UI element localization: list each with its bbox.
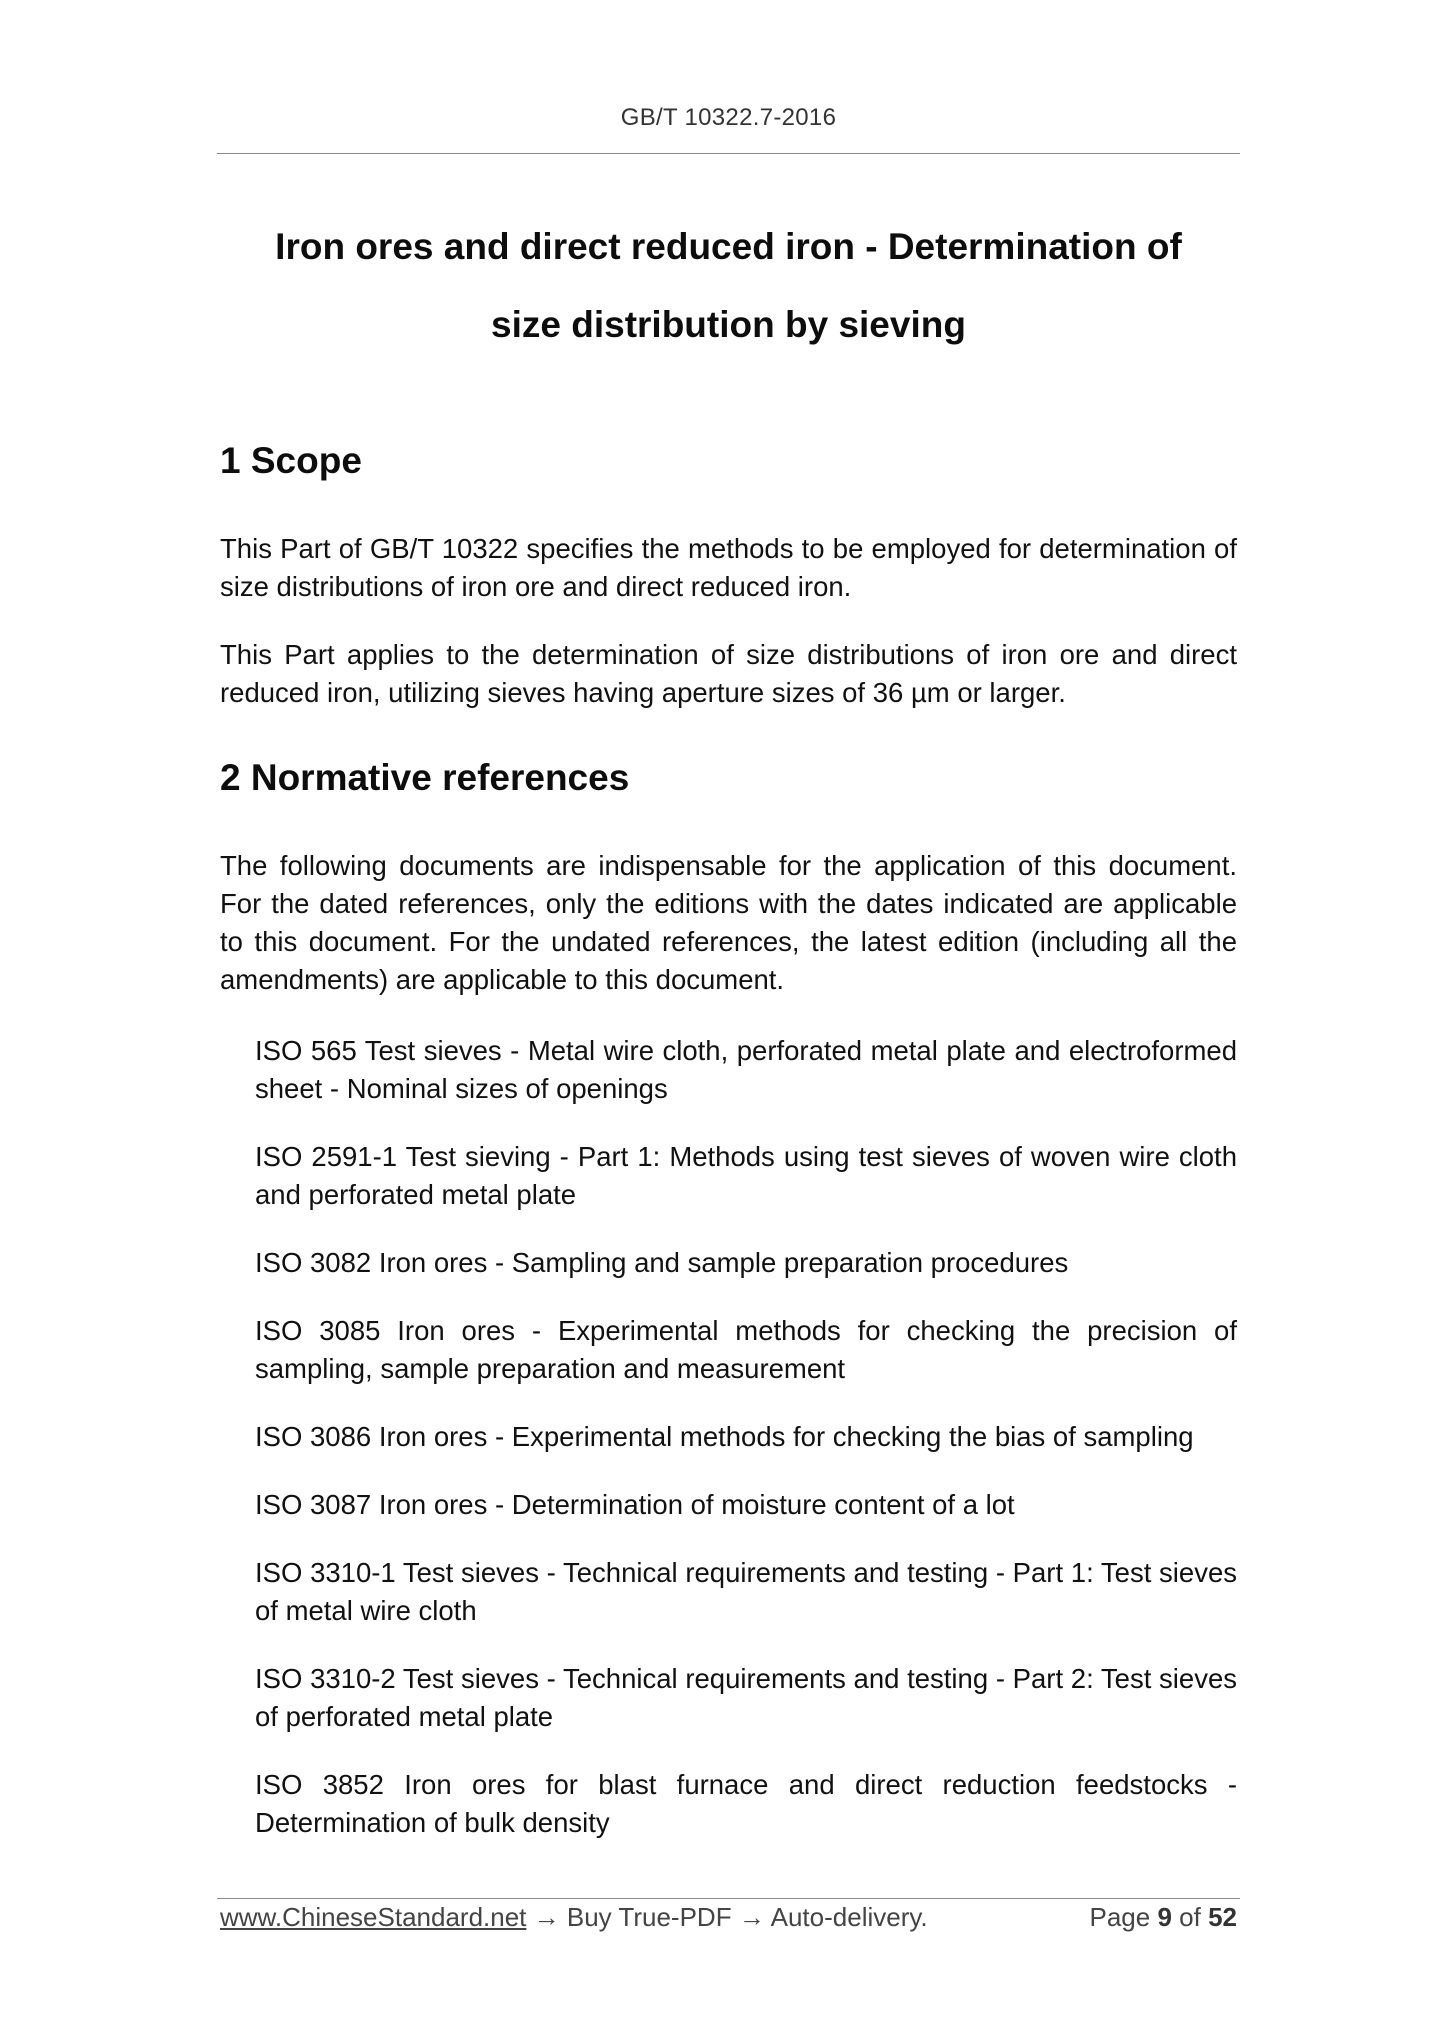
page-number xyxy=(1089,1902,1237,1933)
section-heading-scope: 1 Scope xyxy=(220,440,362,481)
arrow-right-icon: → xyxy=(533,1902,560,1932)
page-total: 52 xyxy=(1208,1902,1237,1932)
page-of-label: of xyxy=(1179,1902,1201,1932)
buy-true-pdf-text: Buy True-PDF xyxy=(566,1902,732,1932)
scope-paragraph-1: This Part of GB/T 10322 specifies the methods to be employed for determination of size distributions of iron ore and direct reduced iron. xyxy=(220,533,1237,602)
reference-item: ISO 2591-1 Test sieving - Part 1: Methods using test sieves of woven wire cloth and perforated metal plate xyxy=(255,1141,1237,1210)
arrow-right-icon: → xyxy=(738,1902,765,1932)
document-title-line-2: size distribution by sieving xyxy=(491,304,966,345)
header-divider xyxy=(217,153,1240,154)
footer-divider xyxy=(217,1898,1240,1899)
reference-item: ISO 3852 Iron ores for blast furnace and direct reduction feedstocks - Determination of bulk density xyxy=(255,1769,1237,1838)
header-doc-number: GB/T 10322.7-2016 xyxy=(620,104,837,131)
page-label: Page xyxy=(1089,1902,1151,1932)
footer-promo xyxy=(220,1902,928,1933)
reference-item: ISO 3310-1 Test sieves - Technical requirements and testing - Part 1: Test sieves of metal wire cloth xyxy=(255,1557,1237,1626)
document-title xyxy=(217,208,1240,364)
auto-delivery-text: Auto-delivery. xyxy=(770,1902,928,1932)
section-heading-normative-references: 2 Normative references xyxy=(220,757,630,798)
document-title-line-1: Iron ores and direct reduced iron - Determination of xyxy=(275,226,1182,267)
reference-item: ISO 3086 Iron ores - Experimental methods for checking the bias of sampling xyxy=(255,1421,1194,1452)
reference-item: ISO 3310-2 Test sieves - Technical requirements and testing - Part 2: Test sieves of perforated metal plate xyxy=(255,1663,1237,1732)
normative-references-intro: The following documents are indispensable for the application of this document. For the dated references, only the editions with the dates indicated are applicable to this document. For the undated references, the latest edition (including all the amendments) are applicable to this document. xyxy=(220,850,1237,995)
reference-item: ISO 3082 Iron ores - Sampling and sample preparation procedures xyxy=(255,1247,1069,1278)
reference-item: ISO 565 Test sieves - Metal wire cloth, perforated metal plate and electroformed sheet - Nominal sizes of openings xyxy=(255,1035,1237,1104)
page-footer xyxy=(220,1902,1237,1938)
reference-item: ISO 3087 Iron ores - Determination of moisture content of a lot xyxy=(255,1489,1015,1520)
reference-item: ISO 3085 Iron ores - Experimental methods for checking the precision of sampling, sample preparation and measurement xyxy=(255,1315,1237,1384)
site-link[interactable]: www.ChineseStandard.net xyxy=(220,1902,527,1932)
page-current: 9 xyxy=(1157,1902,1172,1932)
scope-paragraph-2: This Part applies to the determination of size distributions of iron ore and direct reduced iron, utilizing sieves having aperture sizes of 36 µm or larger. xyxy=(220,639,1237,708)
